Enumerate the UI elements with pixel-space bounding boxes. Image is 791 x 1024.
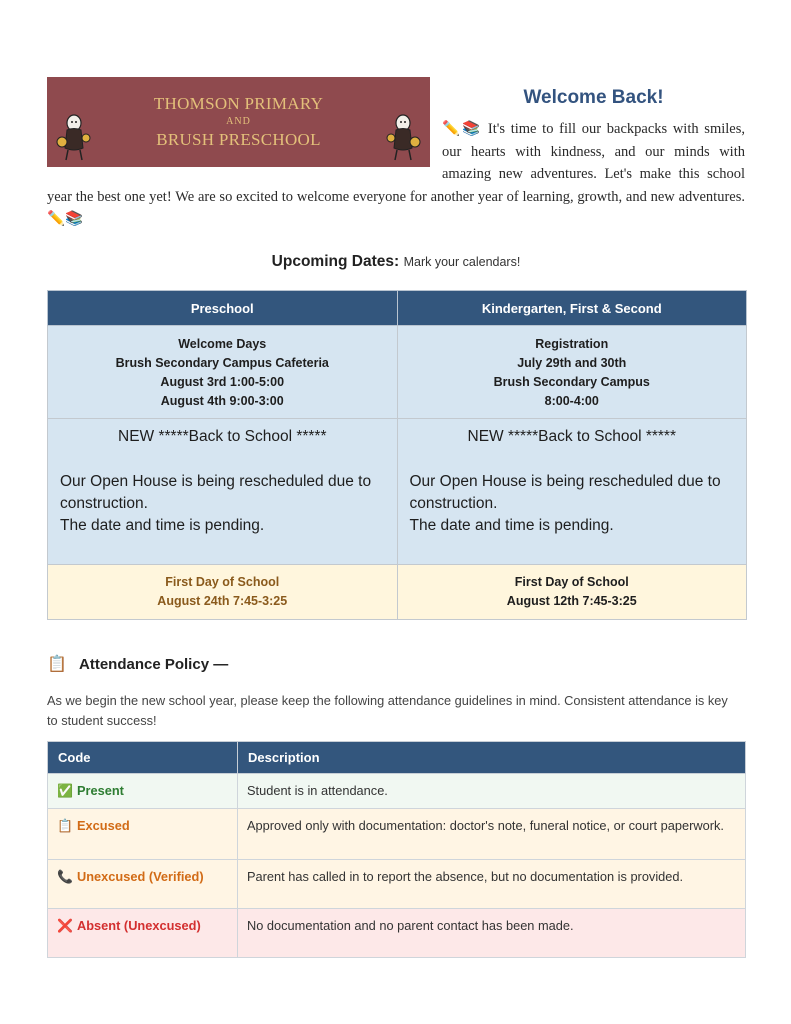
code-cell xyxy=(48,860,238,909)
info-line: Welcome Days xyxy=(178,337,267,351)
code-label: Excused xyxy=(77,818,130,833)
check-mark-icon: ✅ xyxy=(57,783,73,798)
table-row xyxy=(48,774,746,809)
description-cell: Parent has called in to report the absence, but no documentation is provided. xyxy=(238,860,746,909)
kinder-header: Kindergarten, First & Second xyxy=(397,291,747,326)
table-row xyxy=(48,809,746,860)
notice-line: Our Open House is being rescheduled due to construction. xyxy=(409,473,721,512)
info-line: August 4th 9:00-3:00 xyxy=(160,394,284,408)
notice-line: The date and time is pending. xyxy=(409,517,614,534)
notice-line: Our Open House is being rescheduled due to construction. xyxy=(60,473,372,512)
code-cell xyxy=(48,774,238,809)
cross-mark-icon: ❌ xyxy=(57,918,73,933)
kinder-first-day xyxy=(397,565,747,620)
dates-notice-row xyxy=(48,419,747,565)
first-day-title: First Day of School xyxy=(514,575,629,589)
preschool-info xyxy=(48,326,398,419)
school-banner xyxy=(47,77,430,167)
attendance-header-row xyxy=(48,742,746,774)
first-day-date: August 24th 7:45-3:25 xyxy=(157,594,288,608)
description-header: Description xyxy=(238,742,746,774)
pencil-books-icon: ✏️📚 xyxy=(442,121,483,137)
kinder-info xyxy=(397,326,747,419)
first-day-row xyxy=(48,565,747,620)
info-line: 8:00-4:00 xyxy=(544,394,599,408)
banner-line-3: BRUSH PRESCHOOL xyxy=(156,130,321,149)
notice-heading: NEW *****Back to School ***** xyxy=(467,428,676,445)
phone-icon: 📞 xyxy=(57,869,73,884)
first-day-date: August 12th 7:45-3:25 xyxy=(506,594,637,608)
info-line: August 3rd 1:00-5:00 xyxy=(160,375,285,389)
kinder-notice xyxy=(397,419,747,565)
banner-line-2: AND xyxy=(226,116,251,127)
welcome-body: It's time to fill our backpacks with smiles, our hearts with kindness, and our minds with amazing new adventures. Let's make this school year the best one yet! We are so excited to welcome everyone for another year of learning, growth, and new adventures. xyxy=(47,121,745,205)
dates-info-row xyxy=(48,326,747,419)
code-label: Present xyxy=(77,783,124,798)
clipboard-icon: 📋 xyxy=(47,656,67,673)
attendance-table xyxy=(47,741,746,958)
preschool-header: Preschool xyxy=(48,291,398,326)
upcoming-title: Upcoming Dates: xyxy=(271,253,400,270)
code-label: Absent (Unexcused) xyxy=(77,918,201,933)
pencil-books-icon: ✏️📚 xyxy=(47,211,84,227)
banner-line-1: THOMSON PRIMARY xyxy=(153,94,324,113)
description-cell: No documentation and no parent contact has been made. xyxy=(238,909,746,958)
table-row xyxy=(48,860,746,909)
preschool-notice xyxy=(48,419,398,565)
code-cell xyxy=(48,809,238,860)
mascot-icon xyxy=(385,110,421,162)
code-cell xyxy=(48,909,238,958)
first-day-title: First Day of School xyxy=(165,575,280,589)
dates-table xyxy=(47,290,747,620)
info-line: July 29th and 30th xyxy=(517,356,627,370)
upcoming-dates-heading xyxy=(47,253,745,271)
notice-heading: NEW *****Back to School ***** xyxy=(118,428,327,445)
description-cell: Student is in attendance. xyxy=(238,774,746,809)
welcome-title: Welcome Back! xyxy=(523,87,664,108)
upcoming-subtitle: Mark your calendars! xyxy=(403,255,521,269)
notice-line: The date and time is pending. xyxy=(60,517,265,534)
info-line: Registration xyxy=(535,337,609,351)
code-header: Code xyxy=(48,742,238,774)
code-label: Unexcused (Verified) xyxy=(77,869,204,884)
attendance-intro: As we begin the new school year, please keep the following attendance guidelines in mind. Consistent attendance is key to student success! xyxy=(47,693,728,728)
preschool-first-day xyxy=(48,565,398,620)
clipboard-icon: 📋 xyxy=(57,818,73,833)
banner-text xyxy=(47,93,430,151)
attendance-heading xyxy=(47,654,228,674)
info-line: Brush Secondary Campus xyxy=(493,375,650,389)
intro-section xyxy=(47,77,745,231)
table-row xyxy=(48,909,746,958)
info-line: Brush Secondary Campus Cafeteria xyxy=(115,356,329,370)
dates-header-row xyxy=(48,291,747,326)
description-cell: Approved only with documentation: doctor's note, funeral notice, or court paperwork. xyxy=(238,809,746,860)
attendance-title: Attendance Policy — xyxy=(79,655,229,673)
